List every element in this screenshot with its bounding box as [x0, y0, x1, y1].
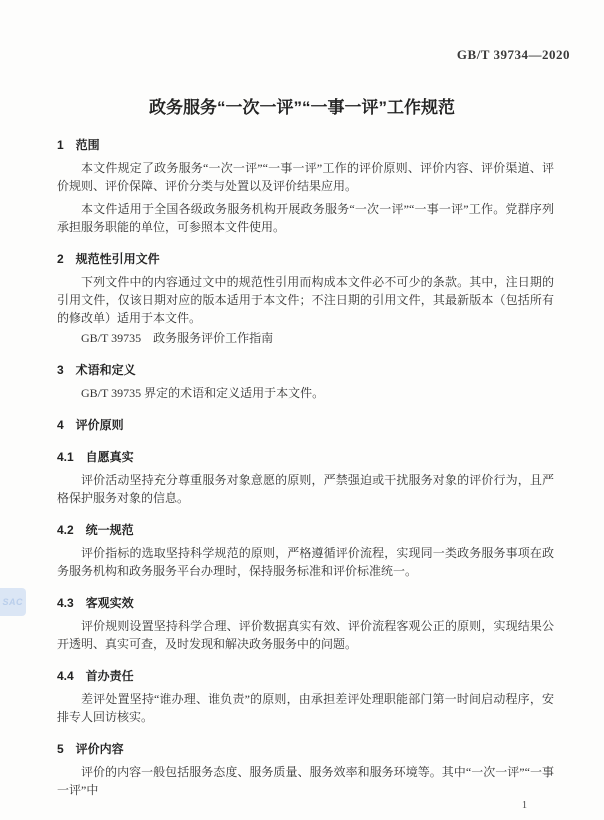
- body-paragraph: 评价规则设置坚持科学合理、评价数据真实有效、评价流程客观公正的原则，实现结果公开透明、真实可查，及时发现和解决政务服务中的问题。: [57, 619, 554, 651]
- body-paragraph: 评价活动坚持充分尊重服务对象意愿的原则，严禁强迫或干扰服务对象的评价行为，且严格保护服务对象的信息。: [57, 473, 554, 505]
- section-heading: 4 评价原则: [57, 418, 124, 432]
- body-paragraph: 评价的内容一般包括服务态度、服务质量、服务效率和服务环境等。其中“一次一评”“一事一评”中: [57, 765, 554, 797]
- body-paragraph: 差评处置坚持“谁办理、谁负责”的原则，由承担差评处理职能部门第一时间启动程序，安排专人回访核实。: [57, 692, 554, 724]
- document-body: [57, 136, 554, 799]
- section-heading: 1 范围: [57, 138, 100, 152]
- body-paragraph: GB/T 39735 界定的术语和定义适用于本文件。: [81, 386, 325, 400]
- section-heading: 5 评价内容: [57, 742, 124, 756]
- body-paragraph: 本文件规定了政务服务“一次一评”“一事一评”工作的评价原则、评价内容、评价渠道、评价规则、评价保障、评价分类与处置以及评价结果应用。: [57, 161, 554, 193]
- sac-watermark-label: SAC: [2, 597, 23, 607]
- page-number: 1: [522, 800, 527, 811]
- subsection-heading: 4.4 首办责任: [57, 669, 134, 683]
- section-heading: 3 术语和定义: [57, 363, 136, 377]
- body-paragraph: 本文件适用于全国各级政务服务机构开展政务服务“一次一评”“一事一评”工作。党群序列承担服务职能的单位，可参照本文件使用。: [57, 202, 554, 234]
- body-paragraph: 评价指标的选取坚持科学规范的原则，严格遵循评价流程，实现同一类政务服务事项在政务服务机构和政务服务平台办理时，保持服务标准和评价标准统一。: [57, 546, 554, 578]
- section-heading: 2 规范性引用文件: [57, 252, 160, 266]
- subsection-heading: 4.3 客观实效: [57, 596, 134, 610]
- document-title: 政务服务“一次一评”“一事一评”工作规范: [149, 98, 455, 117]
- sac-watermark-icon: [0, 588, 26, 616]
- subsection-heading: 4.1 自愿真实: [57, 450, 134, 464]
- normative-reference: GB/T 39735 政务服务评价工作指南: [81, 331, 274, 345]
- standard-number: GB/T 39734—2020: [456, 47, 570, 62]
- subsection-heading: 4.2 统一规范: [57, 523, 134, 537]
- body-paragraph: 下列文件中的内容通过文中的规范性引用而构成本文件必不可少的条款。其中，注日期的引用文件，仅该日期对应的版本适用于本文件；不注日期的引用文件，其最新版本（包括所有的修改单）适用于本文件。: [57, 275, 554, 325]
